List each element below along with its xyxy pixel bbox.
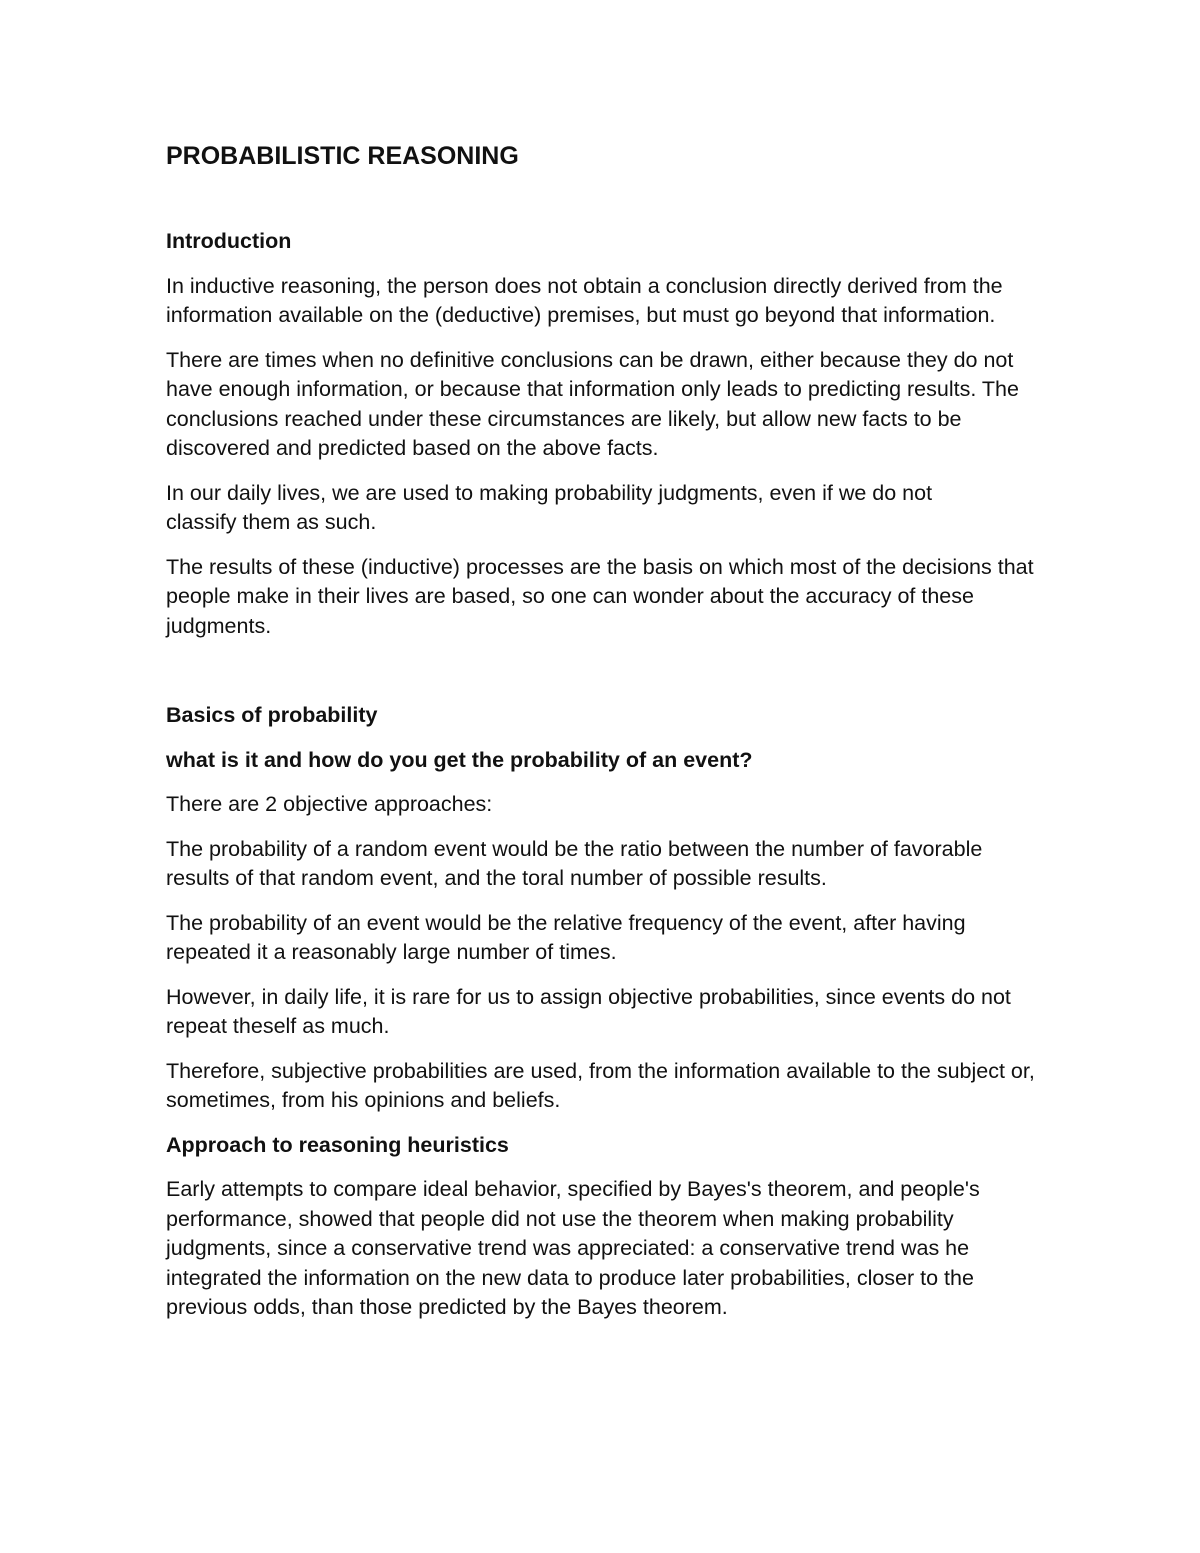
intro-paragraph-1: In inductive reasoning, the person does not obtain a conclusion directly derived from the information available on the (deductive) premises, but must go beyond that information. [166, 273, 1003, 327]
basics-paragraph-1: There are 2 objective approaches: [166, 792, 493, 816]
basics-paragraph-5: Therefore, subjective probabilities are used, from the information available to the subject or, sometimes, from his opinions and beliefs. [166, 1058, 1035, 1112]
document-page [166, 136, 1046, 1323]
intro-paragraph-4: The results of these (inductive) processes are the basis on which most of the decisions that people make in their lives are based, so one can wonder about the accuracy of these judgments. [166, 554, 1034, 638]
basics-paragraph-4: However, in daily life, it is rare for us to assign objective probabilities, since events do not repeat theself as much. [166, 984, 1011, 1038]
basics-paragraph-2: The probability of a random event would be the ratio between the number of favorable results of that random event, and the toral number of possible results. [166, 836, 983, 890]
heading-heuristics: Approach to reasoning heuristics [166, 1132, 509, 1157]
spacer [166, 176, 1046, 227]
intro-paragraph-3: In our daily lives, we are used to making probability judgments, even if we do not classify them as such. [166, 480, 933, 534]
subheading-basics: what is it and how do you get the probability of an event? [166, 747, 753, 772]
heuristics-paragraph-1: Early attempts to compare ideal behavior, specified by Bayes's theorem, and people's performance, showed that people did not use the theorem when making probability judgments, since a conservative trend was appreciated: a conservative trend was he integrated the information on the new data to produce later probabilities, closer to the previous odds, than those predicted by the Bayes theorem. [166, 1177, 980, 1319]
intro-paragraph-2: There are times when no definitive conclusions can be drawn, either because they do not have enough information, or because that information only leads to predicting results. The conclusions reached under these circumstances are likely, but allow new facts to be discovered and predicted based on the above facts. [166, 347, 1019, 460]
heading-introduction: Introduction [166, 229, 292, 253]
document-title: PROBABILISTIC REASONING [166, 142, 519, 170]
basics-paragraph-3: The probability of an event would be the relative frequency of the event, after having repeated it a reasonably large number of times. [166, 910, 966, 964]
heading-basics: Basics of probability [166, 703, 378, 727]
